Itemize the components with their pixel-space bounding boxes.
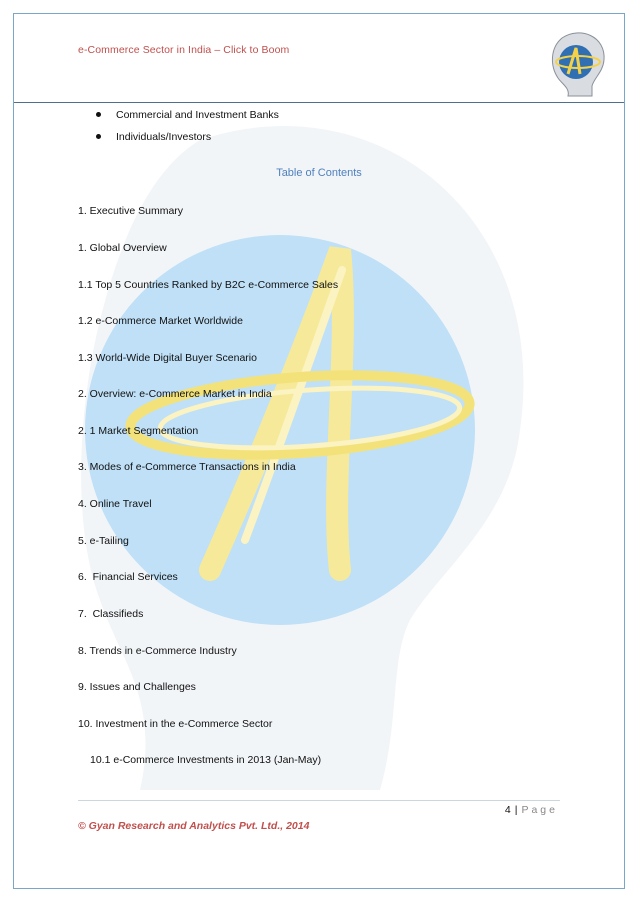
company-logo (548, 28, 608, 98)
toc-item: 2. 1 Market Segmentation (78, 425, 199, 437)
toc-item: 1. Global Overview (78, 242, 167, 254)
bullet-dot-icon (96, 134, 101, 139)
toc-item: 1. Executive Summary (78, 205, 184, 217)
bullet-dot-icon (96, 112, 101, 117)
bullet-text: Commercial and Investment Banks (116, 109, 279, 121)
copyright-text: © Gyan Research and Analytics Pvt. Ltd., 2014 (78, 820, 310, 832)
page-number: 4 (504, 804, 511, 816)
header-title: e-Commerce Sector in India – Click to Boom (78, 44, 290, 56)
toc-item: 6. Financial Services (78, 571, 178, 583)
page-separator: | (514, 804, 518, 816)
footer-rule (78, 800, 560, 801)
toc-item: 2. Overview: e-Commerce Market in India (78, 388, 272, 400)
toc-item: 4. Online Travel (78, 498, 152, 510)
bullet-text: Individuals/Investors (116, 131, 212, 143)
toc-item: 1.3 World-Wide Digital Buyer Scenario (78, 352, 257, 364)
header-rule (14, 102, 624, 103)
bullet-item (96, 109, 279, 121)
toc-item: 9. Issues and Challenges (78, 681, 196, 693)
toc-item: 1.1 Top 5 Countries Ranked by B2C e-Commerce Sales (78, 279, 339, 291)
toc-subitem: 10.1 e-Commerce Investments in 2013 (Jan-May) (90, 754, 322, 766)
toc-heading: Table of Contents (276, 167, 362, 179)
toc-item: 3. Modes of e-Commerce Transactions in India (78, 461, 296, 473)
page-number-block (505, 804, 558, 816)
toc-item: 5. e-Tailing (78, 535, 129, 547)
page-word: Page (521, 804, 558, 816)
toc-item: 7. Classifieds (78, 608, 144, 620)
toc-item: 8. Trends in e-Commerce Industry (78, 645, 237, 657)
toc-item: 10. Investment in the e-Commerce Sector (78, 718, 273, 730)
toc-item: 1.2 e-Commerce Market Worldwide (78, 315, 243, 327)
bullet-item (96, 131, 211, 143)
